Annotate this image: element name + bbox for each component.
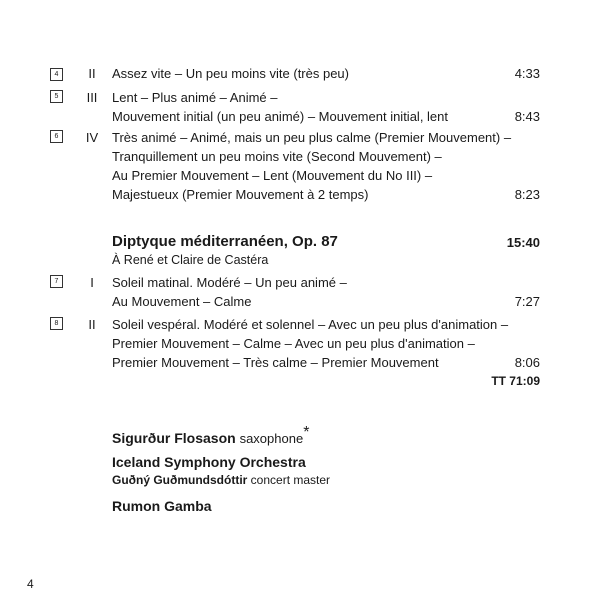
movement-description: [112, 273, 542, 311]
work-dedication: À René et Claire de Castéra: [112, 253, 269, 267]
description-line: Soleil matinal. Modéré – Un peu animé –: [112, 275, 347, 290]
concertmaster-credit: [112, 472, 330, 496]
track-duration: 8:06: [514, 355, 540, 370]
description-line: Assez vite – Un peu moins vite (très peu): [112, 66, 349, 81]
movement-description: [112, 128, 542, 204]
work-title: Diptyque méditerranéen, Op. 87: [112, 233, 338, 250]
description-line: Premier Mouvement – Très calme – Premier Mouvement: [112, 355, 439, 370]
movement-numeral: IV: [85, 130, 99, 145]
track-number-box: 5: [50, 90, 63, 103]
track-number-box: 8: [50, 317, 63, 330]
movement-numeral: II: [88, 317, 96, 332]
soloist-name: Sigurður Flosason: [112, 430, 236, 446]
concertmaster-name: Guðný Guðmundsdóttir: [112, 473, 248, 487]
soloist-role: saxophone: [239, 431, 304, 446]
track-number-box: 7: [50, 275, 63, 288]
track-number-box: 6: [50, 130, 63, 143]
soloist-mark: *: [303, 424, 310, 441]
track-duration: 7:27: [514, 294, 540, 309]
movement-numeral: III: [86, 90, 98, 105]
movement-description: [112, 64, 542, 83]
track-number-box: 4: [50, 68, 63, 81]
conductor-name: Rumon Gamba: [112, 498, 212, 514]
soloist-credit: [112, 424, 330, 452]
total-time: TT 71:09: [491, 374, 540, 388]
orchestra-name: Iceland Symphony Orchestra: [112, 454, 306, 470]
description-line: Au Mouvement – Calme: [112, 294, 252, 309]
concertmaster-role: concert master: [250, 473, 331, 487]
description-line: Soleil vespéral. Modéré et solennel – Avec un peu plus d'animation –: [112, 317, 509, 332]
description-line: Tranquillement un peu moins vite (Second Mouvement) –: [112, 149, 442, 164]
track-duration: 8:23: [514, 187, 540, 202]
description-line: Mouvement initial (un peu animé) – Mouvement initial, lent: [112, 109, 449, 124]
movement-numeral: I: [90, 275, 94, 290]
description-line: Au Premier Mouvement – Lent (Mouvement du No III) –: [112, 168, 433, 183]
description-line: Lent – Plus animé – Animé –: [112, 90, 278, 105]
track-duration: 8:43: [514, 109, 540, 124]
movement-description: [112, 88, 542, 126]
description-line: Premier Mouvement – Calme – Avec un peu plus d'animation –: [112, 336, 475, 351]
description-line: Très animé – Animé, mais un peu plus calme (Premier Mouvement) –: [112, 130, 512, 145]
performer-credits: [112, 424, 331, 516]
movement-description: [112, 315, 542, 372]
description-line: Majestueux (Premier Mouvement à 2 temps): [112, 187, 369, 202]
page-number: 4: [27, 577, 34, 591]
work-duration: 15:40: [506, 235, 540, 250]
movement-numeral: II: [88, 66, 96, 81]
track-duration: 4:33: [514, 66, 540, 81]
